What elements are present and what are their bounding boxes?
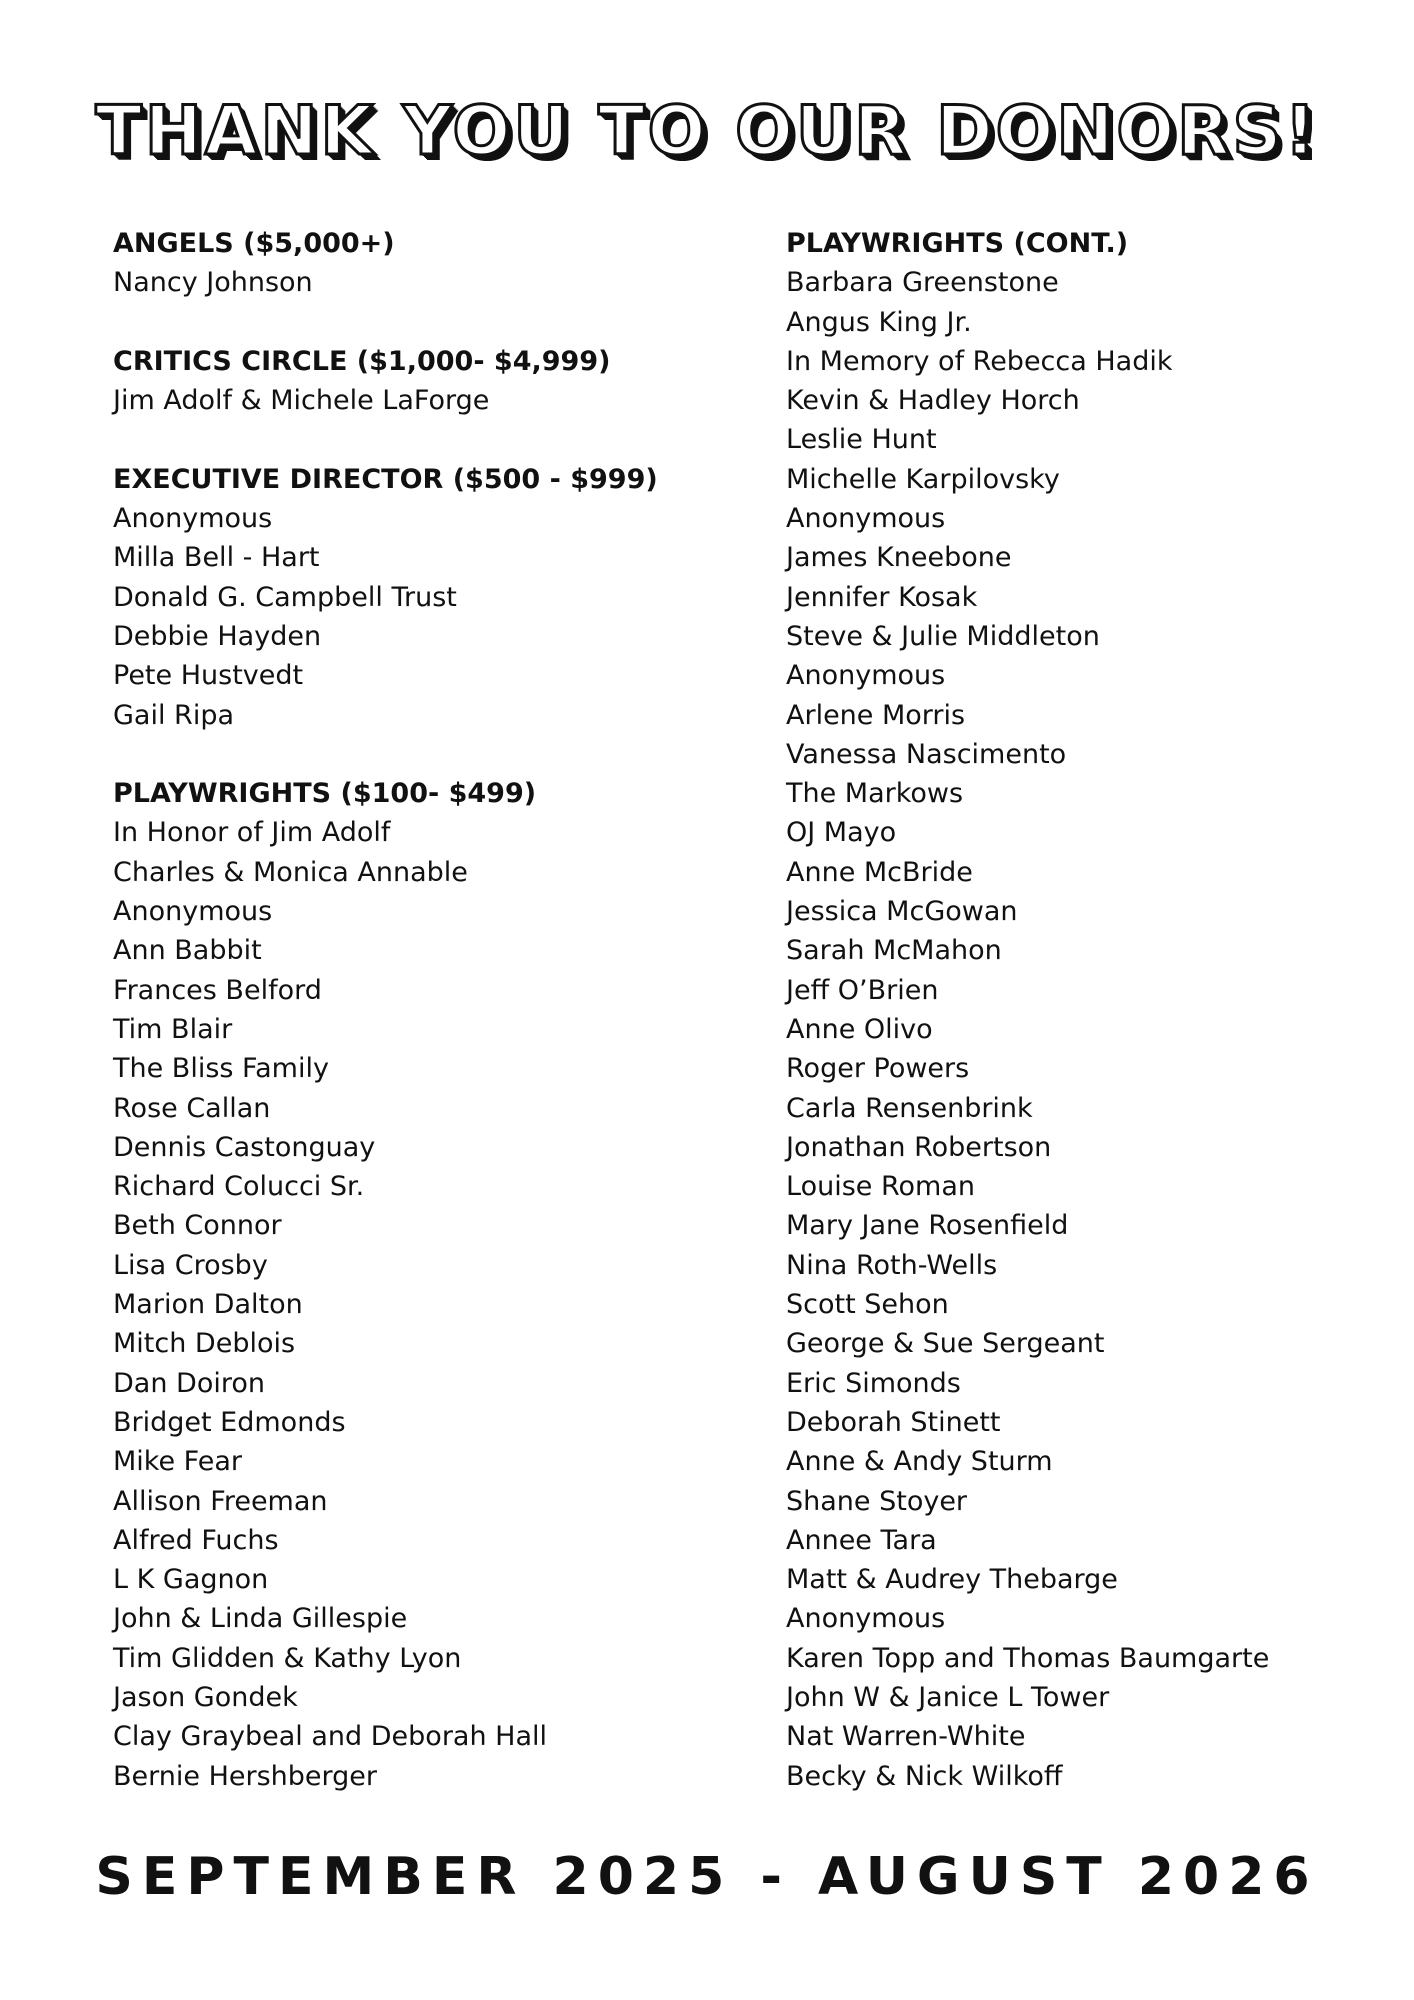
donor-name: Becky & Nick Wilkoff — [786, 1760, 1063, 1792]
section-playwrights-cont — [786, 224, 1386, 1796]
donor-name: George & Sue Sergeant — [786, 1328, 1105, 1360]
donor-name: Tim Blair — [113, 1013, 233, 1045]
donor-name: Alfred Fuchs — [113, 1524, 279, 1556]
donor-name: Leslie Hunt — [786, 424, 937, 456]
donor-name: Steve & Julie Middleton — [786, 620, 1100, 652]
donor-name: In Honor of Jim Adolf — [113, 817, 391, 849]
donor-name: Lisa Crosby — [113, 1249, 268, 1281]
donor-name: Tim Glidden & Kathy Lyon — [113, 1642, 462, 1674]
donor-name: Anonymous — [113, 896, 273, 928]
donor-name: Jessica McGowan — [786, 896, 1018, 928]
donor-name: The Markows — [786, 778, 964, 810]
donor-name: Dan Doiron — [113, 1367, 265, 1399]
donor-name: Kevin & Hadley Horch — [786, 385, 1080, 417]
donor-name: Anne Olivo — [786, 1013, 933, 1045]
right-column — [786, 224, 1386, 1796]
donor-name: Frances Belford — [113, 974, 322, 1006]
donor-name: John W & Janice L Tower — [786, 1681, 1110, 1713]
section-heading-critics-circle: CRITICS CIRCLE ($1,000- $4,999) — [113, 345, 611, 377]
donor-name: Sarah McMahon — [786, 935, 1002, 967]
donor-name: Carla Rensenbrink — [786, 1092, 1033, 1124]
donor-name: Mary Jane Rosenfield — [786, 1210, 1069, 1242]
donor-name: L K Gagnon — [113, 1564, 269, 1596]
donor-name: Anonymous — [786, 503, 946, 535]
donor-name: Anonymous — [786, 1603, 946, 1635]
donor-list-angels — [113, 263, 753, 302]
section-critics-circle — [113, 342, 753, 421]
donor-name: Ann Babbit — [113, 935, 262, 967]
section-heading-angels: ANGELS ($5,000+) — [113, 228, 395, 259]
donor-name: Debbie Hayden — [113, 620, 322, 652]
donor-name: Angus King Jr. — [786, 306, 972, 338]
donor-list-playwrights — [113, 813, 753, 1795]
donor-name: Anonymous — [113, 503, 273, 535]
donor-name: Marion Dalton — [113, 1289, 303, 1321]
donor-name: Richard Colucci Sr. — [113, 1171, 365, 1203]
donor-name: In Memory of Rebecca Hadik — [786, 345, 1173, 377]
section-heading-playwrights-cont: PLAYWRIGHTS (CONT.) — [786, 228, 1129, 259]
donor-name: Beth Connor — [113, 1210, 282, 1242]
donor-name: John & Linda Gillespie — [113, 1603, 408, 1635]
donor-name: Clay Graybeal and Deborah Hall — [113, 1721, 548, 1753]
donor-name: Gail Ripa — [113, 699, 234, 731]
donor-name: Rose Callan — [113, 1092, 271, 1124]
page-title: THANK YOU TO OUR DONORS! — [95, 92, 1319, 171]
donor-name: Arlene Morris — [786, 699, 966, 731]
donor-name: Bernie Hershberger — [113, 1760, 377, 1792]
donor-name: Allison Freeman — [113, 1485, 328, 1517]
donor-name: Nancy Johnson — [113, 267, 313, 299]
date-range-footer: SEPTEMBER 2025 - AUGUST 2026 — [95, 1847, 1319, 1907]
donor-name: Jason Gondek — [113, 1681, 298, 1713]
donor-name: Michelle Karpilovsky — [786, 463, 1060, 495]
donor-name: Donald G. Campbell Trust — [113, 581, 457, 613]
donor-list-critics-circle — [113, 381, 753, 420]
section-executive-director — [113, 460, 753, 735]
donor-name: Vanessa Nascimento — [786, 738, 1067, 770]
donor-name: Scott Sehon — [786, 1289, 949, 1321]
donor-name: Dennis Castonguay — [113, 1131, 376, 1163]
donor-name: Mitch Deblois — [113, 1328, 296, 1360]
donor-name: Roger Powers — [786, 1053, 970, 1085]
donor-name: Eric Simonds — [786, 1367, 961, 1399]
donor-list-playwrights-cont — [786, 263, 1386, 1796]
donor-name: Deborah Stinett — [786, 1406, 1001, 1438]
left-column — [113, 224, 753, 1796]
donor-name: Anne & Andy Sturm — [786, 1446, 1053, 1478]
donor-name: Shane Stoyer — [786, 1485, 968, 1517]
donor-name: Nina Roth-Wells — [786, 1249, 998, 1281]
donor-name: Charles & Monica Annable — [113, 856, 468, 888]
section-playwrights — [113, 774, 753, 1796]
donor-name: Mike Fear — [113, 1446, 242, 1478]
section-angels — [113, 224, 753, 303]
donor-name: Milla Bell - Hart — [113, 542, 320, 574]
donor-name: Annee Tara — [786, 1524, 937, 1556]
section-heading-playwrights: PLAYWRIGHTS ($100- $499) — [113, 778, 537, 810]
donor-name: The Bliss Family — [113, 1053, 329, 1085]
donor-name: Louise Roman — [786, 1171, 975, 1203]
donor-name: OJ Mayo — [786, 817, 897, 849]
section-heading-executive-director: EXECUTIVE DIRECTOR ($500 - $999) — [113, 463, 658, 495]
donor-name: Jim Adolf & Michele LaForge — [113, 385, 490, 417]
donor-name: Jonathan Robertson — [786, 1131, 1052, 1163]
donor-name: Bridget Edmonds — [113, 1406, 346, 1438]
donor-name: Matt & Audrey Thebarge — [786, 1564, 1118, 1596]
donor-name: James Kneebone — [786, 542, 1012, 574]
donor-name: Jennifer Kosak — [786, 581, 978, 613]
donor-name: Jeff O’Brien — [786, 974, 939, 1006]
donor-name: Anne McBride — [786, 856, 973, 888]
donor-name: Nat Warren-White — [786, 1721, 1026, 1753]
donor-list-executive-director — [113, 499, 753, 735]
donor-name: Karen Topp and Thomas Baumgarte — [786, 1642, 1270, 1674]
donor-name: Pete Hustvedt — [113, 660, 304, 692]
donor-name: Barbara Greenstone — [786, 267, 1059, 299]
donor-name: Anonymous — [786, 660, 946, 692]
